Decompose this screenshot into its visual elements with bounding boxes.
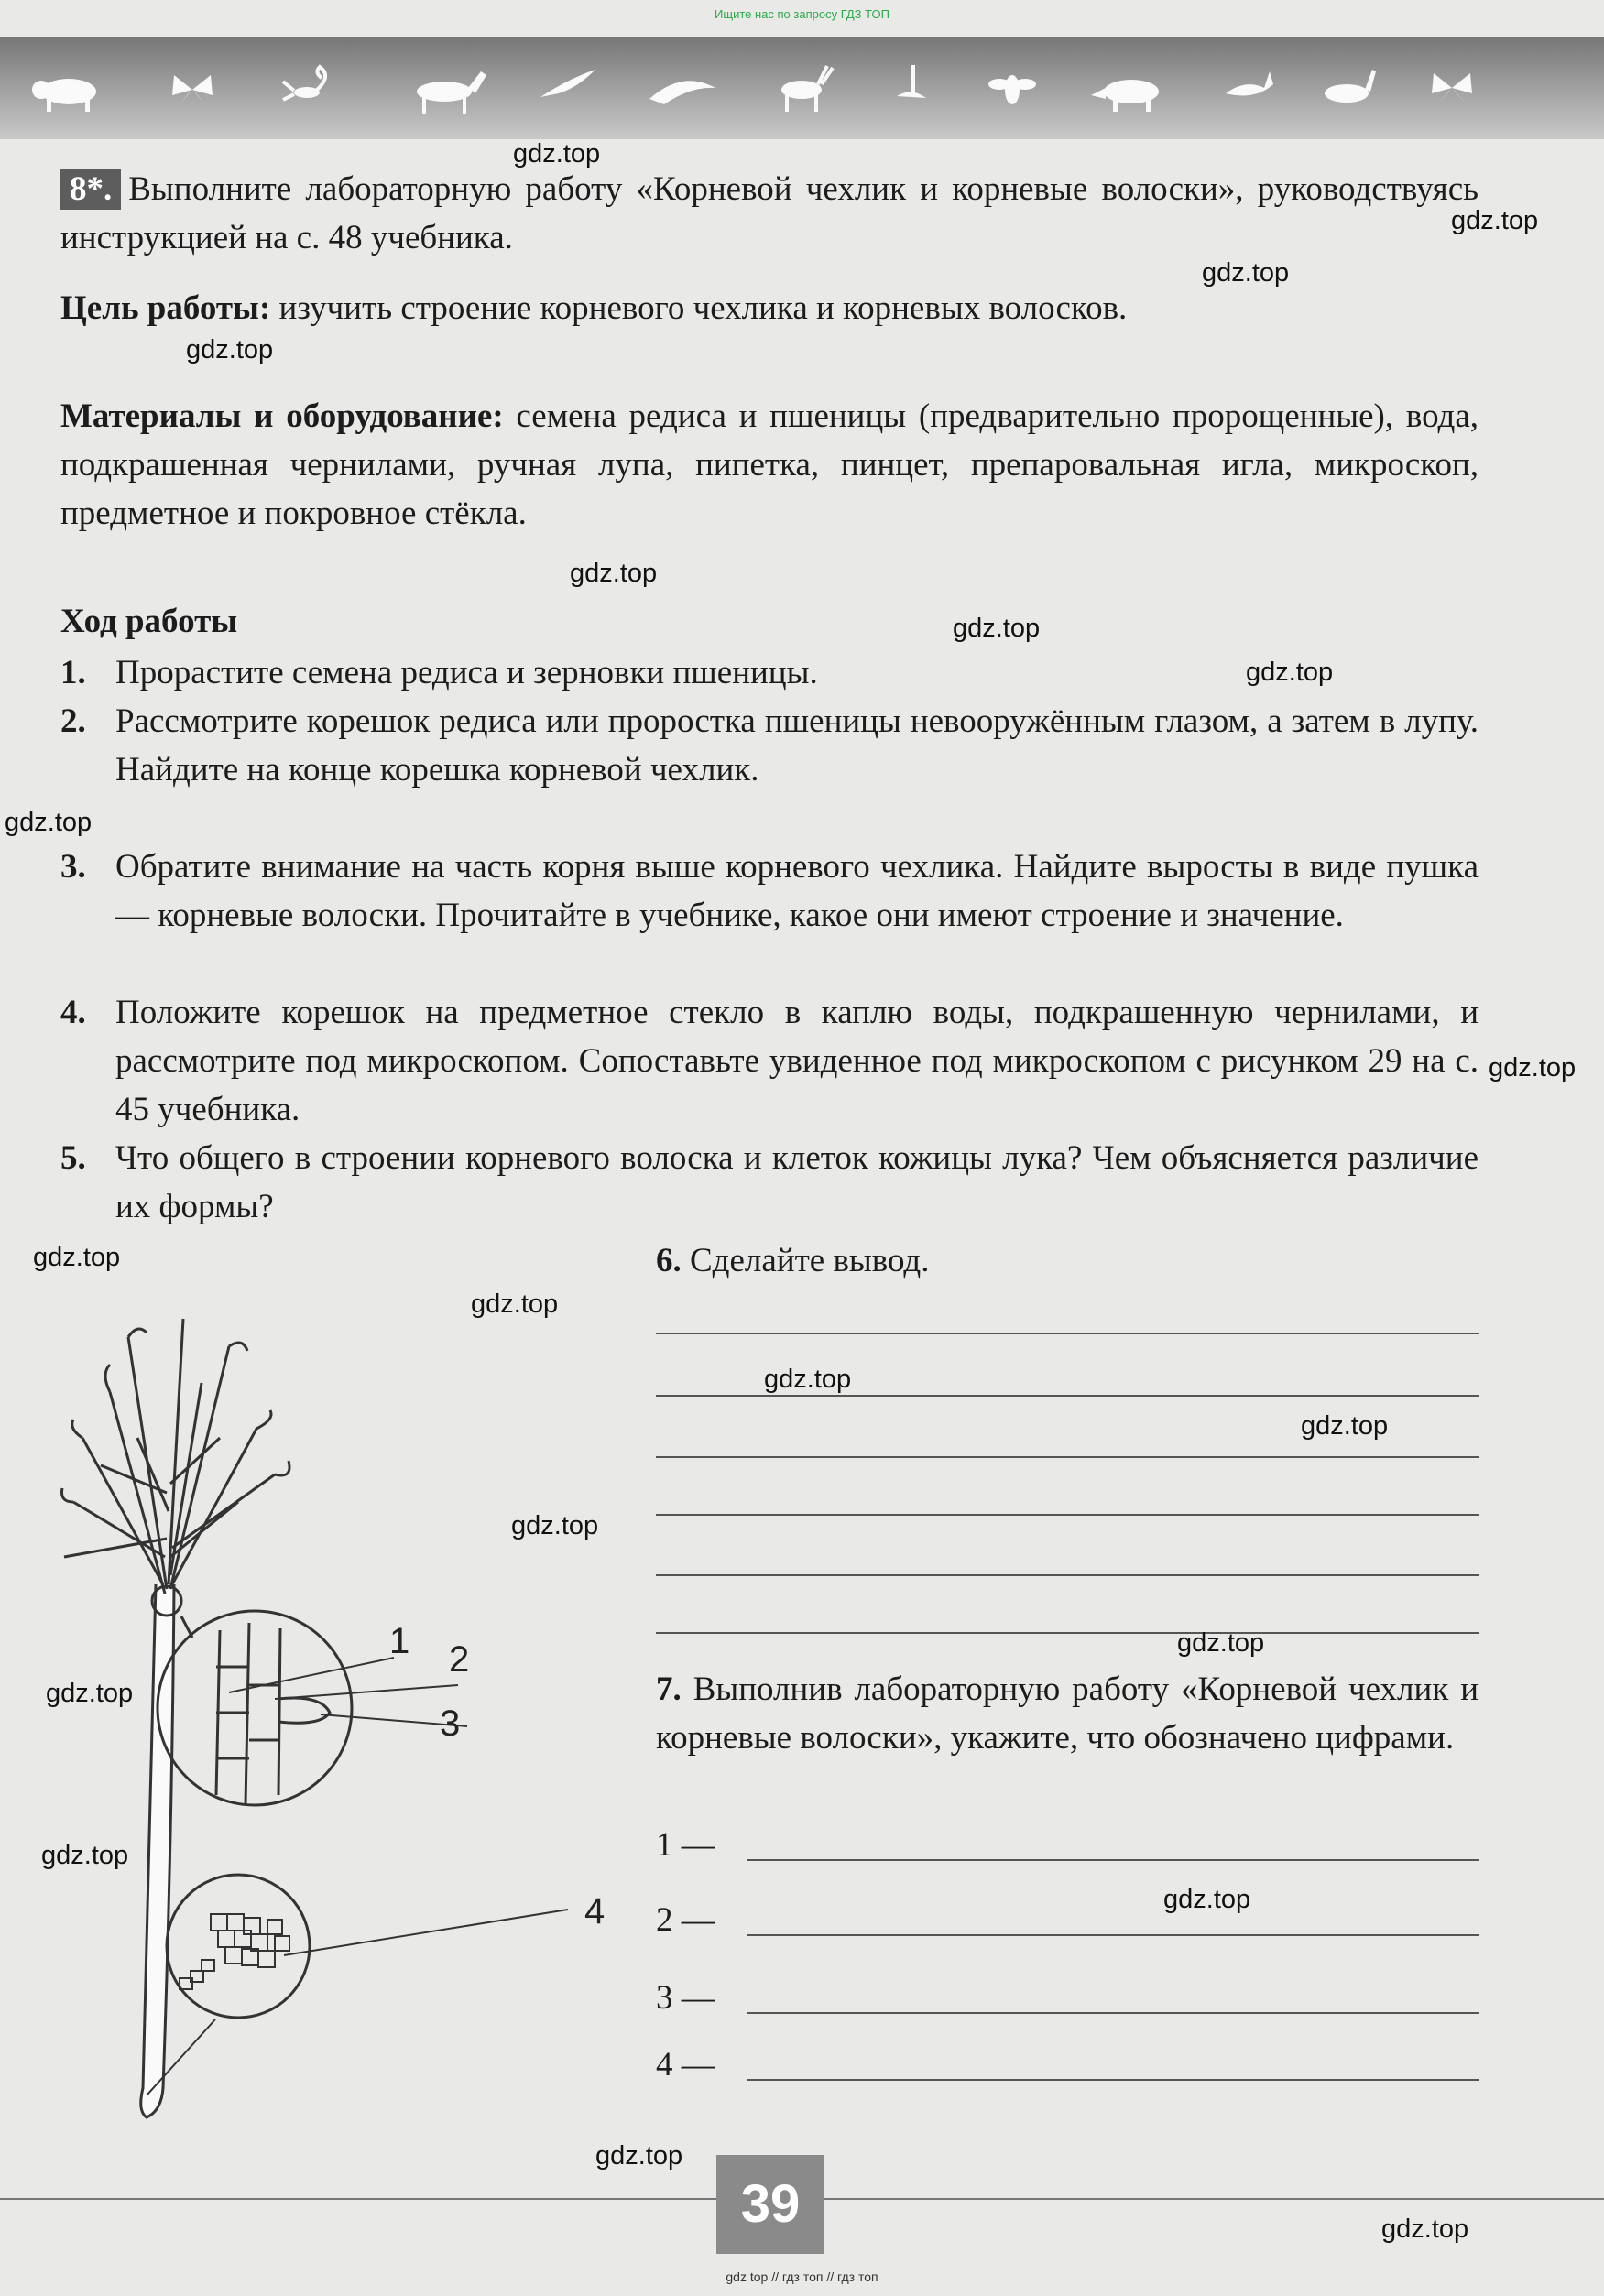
watermark: gdz.top [595, 2141, 683, 2171]
step-text: Что общего в строении корневого волоска и клеток кожицы лука? Чем объясняется различие их формы? [115, 1139, 1479, 1225]
watermark: gdz.top [764, 1365, 852, 1394]
page-number: 39 [716, 2155, 824, 2254]
bottom-caption: gdz top // гдз топ // гдз топ [726, 2269, 878, 2284]
butterfly-icon [172, 75, 213, 104]
watermark: gdz.top [1163, 1885, 1251, 1914]
answer-line[interactable] [747, 2079, 1479, 2081]
answer-label: 2 — [656, 1901, 715, 1939]
top-caption: Ищите нас по запросу ГДЗ ТОП [715, 7, 889, 21]
step6 [656, 1236, 930, 1285]
watermark: gdz.top [1489, 1053, 1577, 1083]
watermark: gdz.top [471, 1289, 559, 1319]
watermark: gdz.top [1381, 2214, 1469, 2244]
conclusion-line[interactable] [656, 1456, 1479, 1458]
rabbit-icon [1325, 70, 1376, 103]
fly-icon [988, 75, 1036, 104]
antelope-icon [781, 66, 833, 112]
step-number: 1. [60, 654, 86, 691]
task-intro-text: Выполните лабораторную работу «Корневой чехлик и корневые волоски», руководствуясь инструкцией на с. 48 учебника. [60, 170, 1479, 256]
fox-icon [1226, 71, 1273, 95]
watermark: gdz.top [1177, 1628, 1265, 1658]
bird-icon [540, 70, 595, 97]
watermark: gdz.top [1301, 1411, 1389, 1441]
watermark: gdz.top [1246, 658, 1334, 687]
answer-line[interactable] [747, 1859, 1479, 1861]
watermark: gdz.top [1202, 258, 1290, 288]
goal-paragraph [60, 284, 1479, 332]
goal-label: Цель работы: [60, 289, 271, 327]
step7-number: 7. [656, 1670, 682, 1708]
step-number: 4. [60, 994, 86, 1031]
watermark: gdz.top [1451, 206, 1539, 235]
step-text: Прорастите семена редиса и зерновки пшеницы. [115, 654, 818, 691]
task-badge: 8*. [60, 169, 121, 210]
dolphin-icon [649, 81, 715, 104]
materials-text: семена редиса и пшеницы (предварительно пророщенные), вода, подкрашенная чернилами, ручная лупа, пипетка, пинцет, препаровальная игла, микроскоп, предметное и покровное стёкла. [60, 397, 1479, 532]
answer-line[interactable] [747, 1934, 1479, 1936]
watermark: gdz.top [511, 1511, 599, 1540]
task8-intro [60, 165, 1479, 262]
watermark: gdz.top [570, 559, 658, 588]
scorpion-icon [283, 67, 325, 100]
watermark: gdz.top [5, 808, 93, 837]
conclusion-line[interactable] [656, 1514, 1479, 1516]
answer-label: 3 — [656, 1979, 715, 2017]
boar-icon [1091, 80, 1159, 112]
figure-label: 2 [449, 1639, 470, 1680]
step7 [656, 1665, 1479, 1762]
root-figure [55, 1282, 623, 2143]
conclusion-line[interactable] [656, 1632, 1479, 1634]
conclusion-line[interactable] [656, 1574, 1479, 1576]
goal-text: изучить строение корневого чехлика и корневых волосков. [270, 289, 1128, 327]
answer-label: 4 — [656, 2046, 715, 2084]
answer-label: 1 — [656, 1826, 715, 1864]
figure-label: 3 [440, 1703, 461, 1744]
step-number: 3. [60, 848, 86, 886]
butterfly-icon [1432, 73, 1472, 103]
materials-paragraph [60, 392, 1479, 538]
watermark: gdz.top [46, 1679, 134, 1708]
watermark: gdz.top [33, 1243, 121, 1272]
watermark: gdz.top [41, 1841, 129, 1870]
materials-label: Материалы и оборудование: [60, 397, 504, 435]
step6-text: Сделайте вывод. [690, 1242, 930, 1279]
progress-title: Ход работы [60, 603, 238, 640]
steps-list [0, 648, 1604, 1225]
step-number: 5. [60, 1139, 86, 1177]
figure-label: 4 [584, 1891, 606, 1931]
crane-icon [897, 65, 926, 98]
step-text: Положите корешок на предметное стекло в каплю воды, подкрашенную чернилами, и рассмотрите под микроскопом. Сопоставьте увиденное под микроскопом с рисунком 29 на с. 45 учебника. [115, 994, 1479, 1128]
watermark: gdz.top [513, 139, 601, 169]
step-number: 2. [60, 702, 86, 740]
answer-line[interactable] [747, 2012, 1479, 2014]
step6-number: 6. [656, 1242, 682, 1279]
figure-label: 1 [389, 1621, 410, 1661]
watermark: gdz.top [186, 335, 274, 365]
bison-icon [32, 79, 96, 112]
animal-silhouettes [0, 37, 1604, 139]
step7-text: Выполнив лабораторную работу «Корневой чехлик и корневые волоски», укажите, что обозначено цифрами. [656, 1670, 1479, 1757]
header-band [0, 37, 1604, 139]
step-text: Рассмотрите корешок редиса или проростка пшеницы невооружённым глазом, а затем в лупу. Найдите на конце корешка корневой чехлик. [115, 702, 1479, 789]
step-text: Обратите внимание на часть корня выше корневого чехлика. Найдите выросты в виде пушка — корневые волоски. Прочитайте в учебнике, какое они имеют строение и значение. [115, 848, 1479, 934]
conclusion-line[interactable] [656, 1333, 1479, 1334]
horse-icon [417, 71, 486, 114]
conclusion-line[interactable] [656, 1395, 1479, 1397]
watermark: gdz.top [953, 614, 1041, 643]
